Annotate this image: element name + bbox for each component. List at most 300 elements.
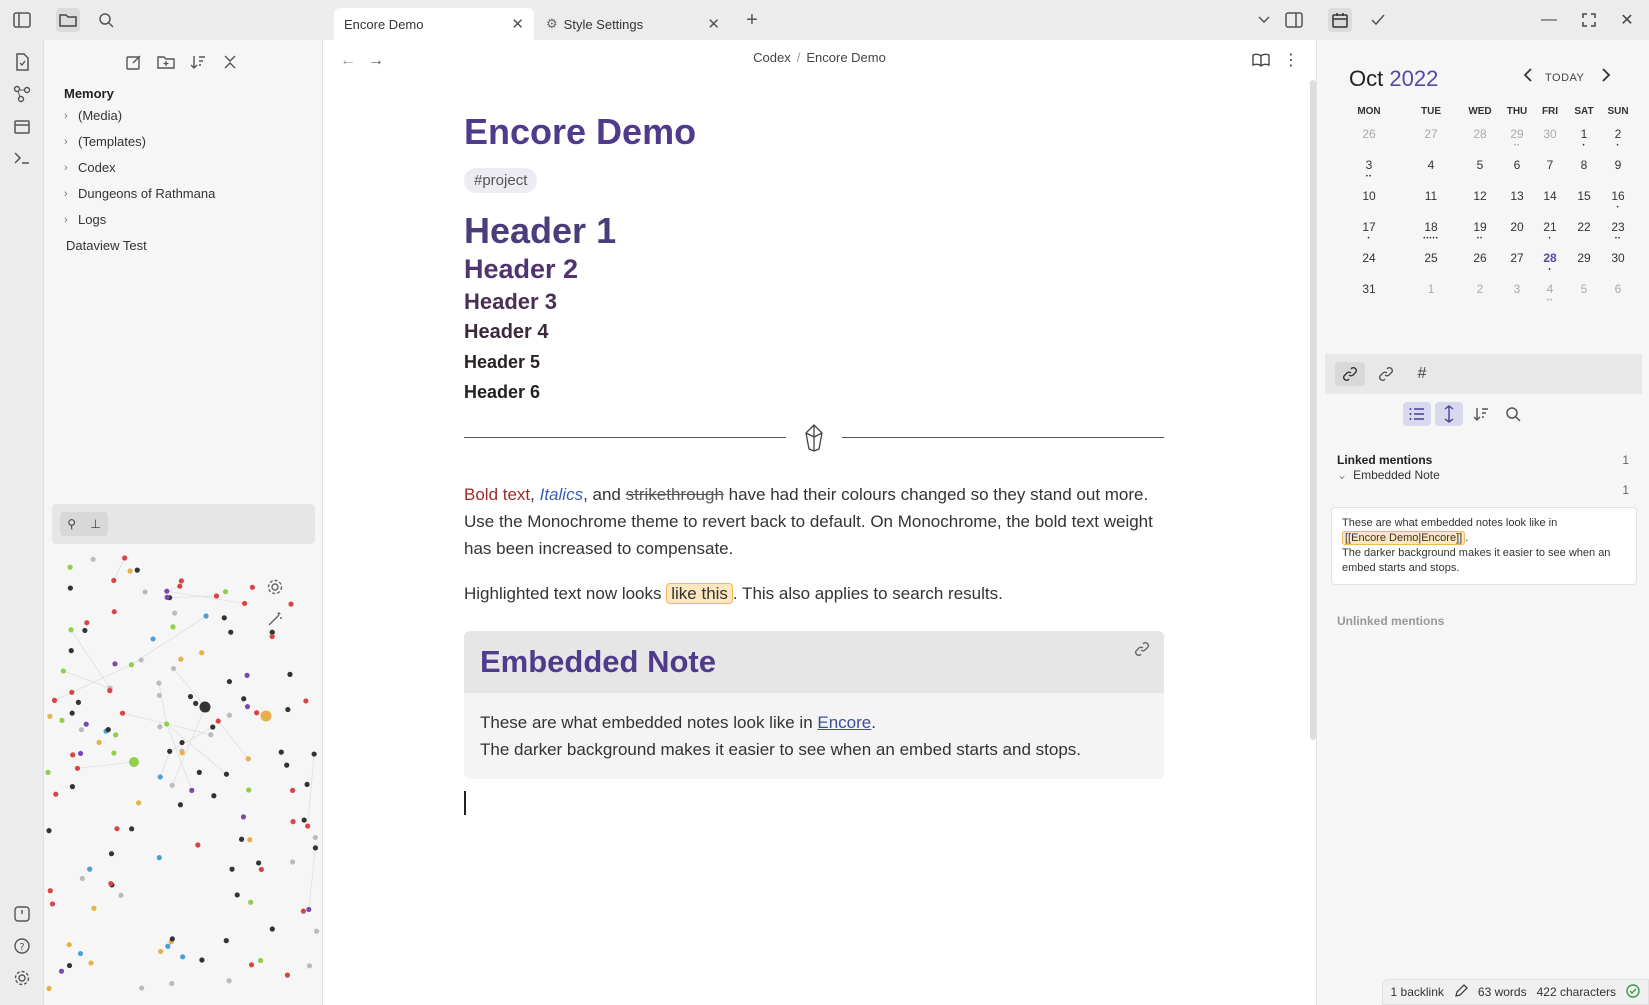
graph-node[interactable]	[84, 620, 89, 625]
graph-node[interactable]	[177, 584, 182, 589]
calendar-day[interactable]	[1569, 117, 1599, 148]
calendar-day[interactable]	[1457, 241, 1503, 272]
text-run: These are what embedded notes look like in	[480, 713, 818, 732]
graph-node[interactable]	[224, 938, 229, 943]
graph-node[interactable]	[139, 985, 144, 990]
calendar-day[interactable]	[1333, 241, 1405, 272]
link-icon[interactable]	[1134, 641, 1150, 662]
search-icon[interactable]	[1499, 402, 1527, 426]
status-backlinks[interactable]: 1 backlink	[1390, 985, 1444, 999]
calendar-day[interactable]	[1599, 117, 1637, 148]
calendar-day[interactable]	[1405, 241, 1457, 272]
day-number: 30	[1543, 127, 1557, 141]
graph-node[interactable]	[127, 568, 132, 573]
note-dots: •	[1582, 143, 1586, 149]
calendar-day[interactable]	[1599, 272, 1637, 303]
graph-node[interactable]	[203, 613, 208, 618]
graph-node[interactable]	[248, 900, 253, 905]
graph-node[interactable]	[53, 792, 58, 797]
graph-node[interactable]	[68, 627, 73, 632]
outgoing-links-icon[interactable]	[1371, 362, 1401, 386]
tab-style-settings[interactable]	[536, 8, 730, 40]
graph-node[interactable]	[111, 578, 116, 583]
graph-node[interactable]	[69, 690, 74, 695]
sort-icon[interactable]	[1467, 402, 1495, 426]
text-run: have had their colours changed so they stand out more. Use the Monochrome theme to revert back to default. On Monochrome, the bold text weight has been increased to compensate.	[464, 485, 1153, 558]
graph-node[interactable]	[167, 749, 172, 754]
graph-edge	[71, 630, 110, 688]
graph-node[interactable]	[199, 650, 204, 655]
graph-node[interactable]	[79, 727, 84, 732]
weekday-label: TUE	[1421, 106, 1441, 117]
graph-node[interactable]	[157, 724, 162, 729]
calendar-day[interactable]	[1457, 179, 1503, 210]
graph-node[interactable]	[180, 750, 185, 755]
graph-node[interactable]	[59, 969, 64, 974]
graph-node[interactable]	[139, 657, 144, 662]
day-number: 4	[1427, 158, 1435, 172]
graph-node[interactable]	[245, 704, 250, 709]
graph-node[interactable]	[178, 657, 183, 662]
graph-edge	[159, 683, 167, 724]
graph-node[interactable]	[157, 693, 162, 698]
graph-node[interactable]	[59, 718, 64, 723]
graph-node[interactable]	[211, 793, 216, 798]
graph-node[interactable]	[178, 802, 183, 807]
graph-node[interactable]	[179, 578, 184, 583]
note-content[interactable]	[464, 110, 1164, 815]
graph-node[interactable]	[170, 936, 175, 941]
calendar-day[interactable]	[1457, 272, 1503, 303]
calendar-day[interactable]	[1333, 210, 1405, 241]
calendar-day[interactable]	[1599, 210, 1637, 241]
graph-node[interactable]	[285, 973, 290, 978]
day-number: 2	[1614, 127, 1622, 141]
graph-node[interactable]	[224, 772, 229, 777]
graph-node[interactable]	[180, 954, 185, 959]
sidebar-toggle-icon[interactable]	[10, 8, 34, 32]
graph-node[interactable]	[150, 636, 155, 641]
weekday-label: THU	[1506, 106, 1528, 117]
reading-view-icon[interactable]	[1249, 48, 1273, 72]
weekday-label: SUN	[1607, 106, 1629, 117]
graph-node[interactable]	[156, 681, 161, 686]
folder-media[interactable]	[64, 108, 122, 123]
day-number: 2	[1476, 282, 1484, 296]
calendar-day[interactable]	[1405, 148, 1457, 179]
graph-node[interactable]	[261, 711, 272, 722]
graph-node[interactable]	[313, 845, 318, 850]
calendar-day[interactable]	[1531, 272, 1569, 303]
graph-node[interactable]	[157, 855, 162, 860]
graph-node[interactable]	[114, 826, 119, 831]
bold-text: Bold text	[464, 485, 531, 504]
graph-node[interactable]	[210, 724, 215, 729]
graph-node[interactable]	[303, 698, 308, 703]
heading-5: Header 5	[464, 352, 541, 372]
day-number: 23	[1611, 220, 1625, 234]
graph-node[interactable]	[312, 751, 317, 756]
graph-node[interactable]	[200, 702, 211, 713]
italic-text: Italics	[539, 485, 584, 504]
graph-node[interactable]	[302, 817, 307, 822]
breadcrumb-current[interactable]: Encore Demo	[806, 50, 886, 65]
expand-icon[interactable]	[1435, 402, 1463, 426]
day-number: 4	[1546, 282, 1554, 296]
graph-node[interactable]	[118, 893, 123, 898]
graph-node[interactable]	[241, 814, 246, 819]
vault-name[interactable]: Memory	[64, 86, 114, 101]
folder-templates[interactable]	[64, 134, 146, 149]
right-sidebar-toggle-icon[interactable]	[1282, 8, 1306, 32]
more-options-icon[interactable]: ⋮	[1283, 52, 1299, 69]
graph-node[interactable]	[246, 787, 251, 792]
calendar-week	[1333, 117, 1637, 148]
calendar-ribbon-icon[interactable]	[10, 114, 34, 138]
graph-node[interactable]	[67, 963, 72, 968]
graph-node[interactable]	[179, 740, 184, 745]
new-tab-icon[interactable]: +	[746, 8, 758, 31]
graph-node[interactable]	[256, 860, 261, 865]
graph-node[interactable]	[120, 711, 125, 716]
graph-node[interactable]	[78, 751, 83, 756]
graph-node[interactable]	[158, 949, 163, 954]
note-dots: •	[1616, 205, 1620, 211]
graph-node[interactable]	[228, 630, 233, 635]
graph-node[interactable]	[129, 826, 134, 831]
linked-mentions-header[interactable]: Linked mentions	[1337, 453, 1433, 467]
graph-node[interactable]	[96, 740, 101, 745]
graph-node[interactable]	[189, 788, 194, 793]
graph-node[interactable]	[70, 784, 75, 789]
graph-node[interactable]	[46, 986, 51, 991]
graph-tab[interactable]	[60, 512, 108, 536]
graph-node[interactable]	[48, 888, 53, 893]
calendar-week	[1333, 241, 1637, 272]
calendar-day[interactable]	[1569, 272, 1599, 303]
graph-node[interactable]	[170, 624, 175, 629]
graph-node[interactable]	[142, 589, 147, 594]
breadcrumb-separator: /	[796, 50, 801, 65]
search-icon[interactable]	[94, 8, 118, 32]
graph-node[interactable]	[109, 851, 114, 856]
graph-node[interactable]	[91, 906, 96, 911]
graph-node[interactable]	[229, 867, 234, 872]
graph-node[interactable]	[165, 595, 170, 600]
local-graph[interactable]	[44, 550, 323, 1005]
day-number: 11	[1424, 189, 1438, 203]
today-button[interactable]: TODAY	[1545, 72, 1585, 84]
graph-node[interactable]	[258, 958, 263, 963]
graph-node[interactable]	[235, 892, 240, 897]
graph-node[interactable]	[164, 721, 169, 726]
strikethrough-text: strikethrough	[625, 485, 724, 504]
graph-node[interactable]	[222, 615, 227, 620]
graph-node[interactable]	[254, 710, 259, 715]
backlink-file[interactable]	[1337, 468, 1440, 482]
calendar-day[interactable]	[1569, 210, 1599, 241]
graph-node[interactable]	[88, 960, 93, 965]
graph-node[interactable]	[76, 700, 81, 705]
graph-node[interactable]	[82, 628, 87, 633]
calendar-day[interactable]	[1405, 210, 1457, 241]
graph-node[interactable]	[61, 668, 66, 673]
minimize-icon[interactable]: —	[1541, 11, 1557, 28]
forward-arrow-icon[interactable]: →	[368, 52, 384, 69]
graph-node[interactable]	[314, 929, 319, 934]
graph-edge	[167, 724, 192, 790]
graph-node[interactable]	[216, 718, 221, 723]
graph-node[interactable]	[84, 722, 89, 727]
graph-node[interactable]	[165, 944, 170, 949]
graph-node[interactable]	[244, 673, 249, 678]
calendar-day[interactable]	[1531, 210, 1569, 241]
calendar-day[interactable]	[1457, 117, 1503, 148]
graph-node[interactable]	[164, 589, 169, 594]
graph-node[interactable]	[111, 750, 116, 755]
backlink-snippet[interactable]	[1331, 507, 1637, 585]
graph-node[interactable]	[69, 648, 74, 653]
close-window-icon[interactable]: ✕	[1620, 12, 1634, 29]
day-number: 14	[1543, 189, 1557, 203]
breadcrumb-parent[interactable]: Codex	[753, 50, 791, 65]
calendar-day[interactable]	[1531, 179, 1569, 210]
graph-node[interactable]	[45, 770, 50, 775]
day-number: 3	[1365, 158, 1373, 172]
backlinks-toolbar	[1325, 354, 1642, 394]
calendar-day[interactable]	[1333, 272, 1405, 303]
graph-node[interactable]	[290, 819, 295, 824]
file-dataview-test[interactable]	[66, 238, 147, 253]
graph-node[interactable]	[70, 752, 75, 757]
calendar-day[interactable]	[1569, 179, 1599, 210]
embed-body	[464, 693, 1164, 779]
calendar-day[interactable]	[1405, 117, 1457, 148]
graph-node[interactable]	[247, 837, 252, 842]
graph-node[interactable]	[46, 828, 51, 833]
collapse-all-icon[interactable]	[218, 50, 242, 74]
tab-encore-demo[interactable]	[334, 8, 534, 40]
graph-view-icon[interactable]	[10, 82, 34, 106]
graph-node[interactable]	[304, 782, 309, 787]
list-icon[interactable]	[1403, 402, 1431, 426]
chevron-left-icon[interactable]	[1523, 68, 1533, 87]
graph-node[interactable]	[284, 763, 289, 768]
tags-icon[interactable]: #	[1417, 365, 1427, 382]
calendar-day[interactable]	[1599, 179, 1637, 210]
graph-node[interactable]	[129, 662, 134, 667]
note-title[interactable]: Encore Demo	[464, 111, 697, 152]
new-folder-icon[interactable]	[154, 50, 178, 74]
graph-node[interactable]	[122, 555, 127, 560]
folder-logs[interactable]	[64, 212, 106, 227]
calendar-day[interactable]	[1503, 210, 1531, 241]
status-words: 63 words	[1477, 985, 1527, 999]
graph-node[interactable]	[223, 589, 228, 594]
graph-node[interactable]	[68, 585, 73, 590]
graph-settings-icon[interactable]	[264, 576, 286, 598]
calendar-day[interactable]	[1503, 179, 1531, 210]
calendar-week	[1333, 148, 1637, 179]
graph-node[interactable]	[75, 766, 80, 771]
calendar-day-today[interactable]	[1531, 241, 1569, 272]
graph-node[interactable]	[50, 901, 55, 906]
calendar-day[interactable]	[1503, 241, 1531, 272]
graph-node[interactable]	[279, 750, 284, 755]
linked-mentions-count: 1	[1622, 453, 1629, 467]
graph-node[interactable]	[171, 666, 176, 671]
pencil-icon[interactable]	[1454, 984, 1468, 1001]
embed-title: Embedded Note	[480, 644, 716, 679]
graph-node[interactable]	[197, 770, 202, 775]
sort-icon[interactable]	[186, 50, 210, 74]
day-number: 1	[1580, 127, 1588, 141]
graph-node[interactable]	[259, 867, 264, 872]
calendar-day[interactable]	[1333, 148, 1405, 179]
chevron-down-icon[interactable]	[1252, 8, 1276, 32]
graph-node[interactable]	[285, 707, 290, 712]
calendar-day[interactable]	[1457, 148, 1503, 179]
graph-node[interactable]	[227, 713, 232, 718]
graph-node[interactable]	[290, 788, 295, 793]
chevron-right-icon: ›	[64, 161, 68, 174]
calendar-icon[interactable]	[1328, 8, 1352, 32]
graph-node[interactable]	[313, 835, 318, 840]
calendar-day[interactable]	[1503, 148, 1531, 179]
graph-node[interactable]	[78, 951, 83, 956]
gem-icon	[802, 423, 826, 453]
graph-node[interactable]	[270, 926, 275, 931]
graph-node[interactable]	[188, 694, 193, 699]
check-icon[interactable]	[1366, 8, 1390, 32]
graph-node[interactable]	[307, 963, 312, 968]
help-icon[interactable]	[10, 934, 34, 958]
graph-node[interactable]	[288, 602, 293, 607]
graph-node[interactable]	[208, 732, 213, 737]
graph-node[interactable]	[135, 568, 140, 573]
graph-node[interactable]	[80, 876, 85, 881]
day-number: 25	[1424, 251, 1438, 265]
internal-link[interactable]: Encore	[817, 713, 872, 732]
graph-node[interactable]	[246, 756, 251, 761]
folder-dungeons[interactable]	[64, 186, 215, 201]
graph-node[interactable]	[306, 907, 311, 912]
switcher-icon[interactable]	[10, 50, 34, 74]
day-number: 30	[1611, 251, 1625, 265]
graph-node[interactable]	[214, 593, 219, 598]
graph-node[interactable]	[226, 978, 231, 983]
note-dots: ••	[1546, 298, 1554, 304]
graph-node[interactable]	[136, 800, 141, 805]
day-number: 27	[1510, 251, 1524, 265]
graph-node[interactable]	[227, 679, 232, 684]
backlinks-icon[interactable]	[1335, 362, 1365, 386]
calendar-day[interactable]	[1569, 148, 1599, 179]
graph-node[interactable]	[239, 837, 244, 842]
graph-node[interactable]	[170, 783, 175, 788]
close-icon[interactable]: ✕	[511, 16, 524, 33]
graph-node[interactable]	[108, 881, 113, 886]
graph-node[interactable]	[301, 909, 306, 914]
graph-node[interactable]	[47, 714, 52, 719]
embedded-note[interactable]	[464, 631, 1164, 779]
calendar-day[interactable]	[1405, 179, 1457, 210]
text-run: ,	[530, 485, 540, 504]
graph-node[interactable]	[199, 957, 204, 962]
graph-node[interactable]	[87, 867, 92, 872]
sync-status-icon[interactable]	[1626, 984, 1640, 1001]
graph-node[interactable]	[106, 727, 111, 732]
maximize-icon[interactable]	[1577, 8, 1601, 32]
graph-node[interactable]	[249, 962, 254, 967]
graph-node[interactable]	[67, 942, 72, 947]
calendar-day[interactable]	[1503, 117, 1531, 148]
graph-node[interactable]	[70, 711, 75, 716]
day-number: 9	[1614, 158, 1622, 172]
close-icon[interactable]: ✕	[707, 16, 720, 33]
graph-node[interactable]	[129, 757, 139, 767]
calendar-day[interactable]	[1599, 148, 1637, 179]
folder-codex[interactable]	[64, 160, 116, 175]
tag-pill[interactable]: #project	[464, 168, 537, 193]
calendar-day[interactable]	[1599, 241, 1637, 272]
graph-node[interactable]	[193, 701, 198, 706]
graph-node[interactable]	[91, 557, 96, 562]
graph-node[interactable]	[172, 610, 177, 615]
back-arrow-icon[interactable]: ←	[340, 52, 356, 69]
graph-node[interactable]	[112, 661, 117, 666]
calendar-day[interactable]	[1531, 117, 1569, 148]
graph-node[interactable]	[270, 634, 275, 639]
graph-node[interactable]	[112, 609, 117, 614]
file-explorer-icon[interactable]	[56, 8, 80, 32]
graph-node[interactable]	[290, 859, 295, 864]
graph-node[interactable]	[250, 585, 255, 590]
graph-node[interactable]	[107, 688, 112, 693]
chevron-right-icon[interactable]	[1601, 68, 1611, 87]
calendar-day[interactable]	[1503, 272, 1531, 303]
graph-node[interactable]	[67, 565, 72, 570]
graph-node[interactable]	[113, 732, 118, 737]
new-note-icon[interactable]	[122, 50, 146, 74]
graph-node[interactable]	[287, 672, 292, 677]
calendar-day[interactable]	[1333, 179, 1405, 210]
settings-icon[interactable]	[10, 966, 34, 990]
vault-switcher-icon[interactable]	[10, 902, 34, 926]
graph-node[interactable]	[242, 601, 247, 606]
note-dots: •	[1548, 267, 1552, 273]
tree-label: Dungeons of Rathmana	[78, 186, 216, 201]
calendar-day[interactable]	[1569, 241, 1599, 272]
calendar-day[interactable]	[1405, 272, 1457, 303]
graph-node[interactable]	[305, 823, 310, 828]
calendar-day[interactable]	[1457, 210, 1503, 241]
calendar-day[interactable]	[1531, 148, 1569, 179]
magic-wand-icon[interactable]	[264, 608, 286, 630]
tree-label: (Media)	[78, 108, 123, 123]
unlinked-mentions-header[interactable]: Unlinked mentions	[1337, 614, 1445, 628]
rule-line-right	[842, 437, 1164, 438]
paragraph-formatting	[464, 481, 1164, 562]
calendar-day[interactable]	[1333, 117, 1405, 148]
graph-node[interactable]	[158, 774, 163, 779]
graph-node[interactable]	[169, 981, 174, 986]
graph-node[interactable]	[52, 698, 57, 703]
graph-node[interactable]	[195, 842, 200, 847]
graph-edge	[160, 751, 169, 777]
terminal-icon[interactable]	[10, 146, 34, 170]
graph-node[interactable]	[241, 696, 246, 701]
